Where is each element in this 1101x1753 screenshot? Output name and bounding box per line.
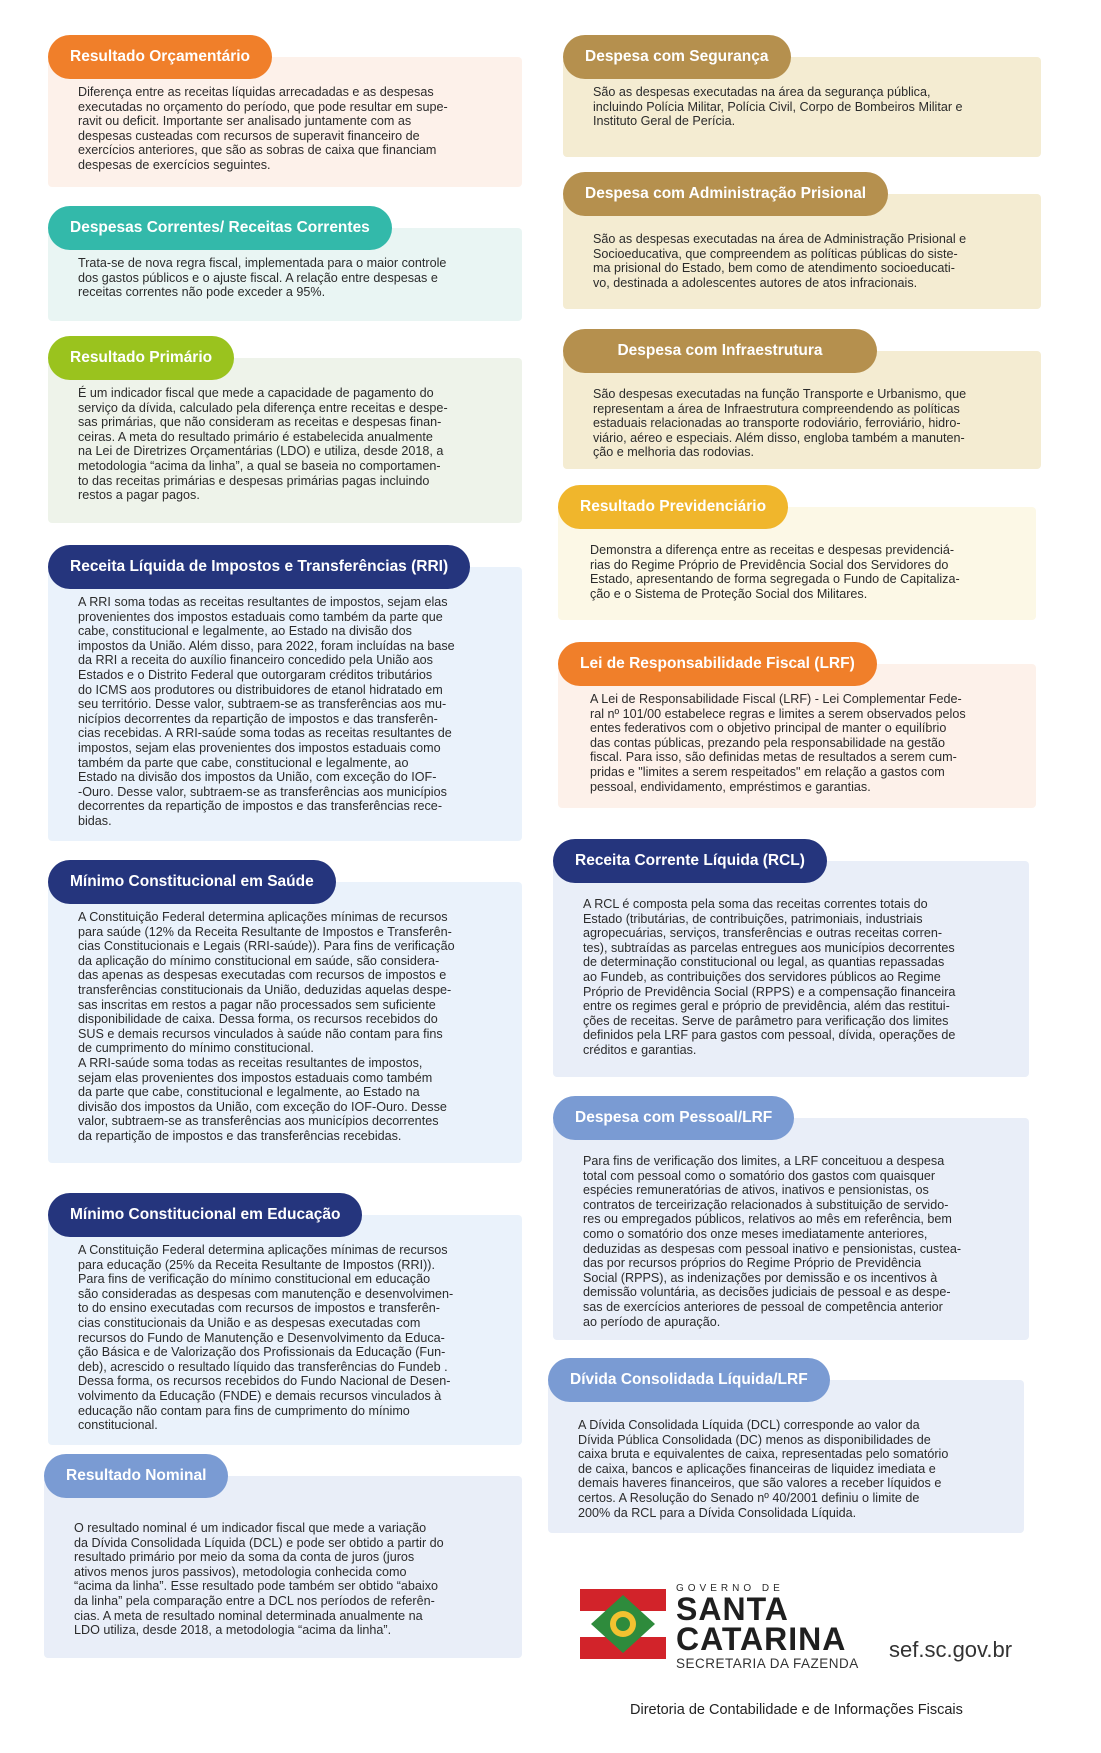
card-title: Resultado Orçamentário xyxy=(48,35,272,79)
card-text: O resultado nominal é um indicador fiscal que mede a variação da Dívida Consolidada Líquida (DCL) e pode ser obtido a partir do resultado primário por meio da soma da conta de juros (juros ativos menos juros passivos), metodologia conhecida como “acima da linha”. Esse resultado pode também ser obtido “abaixo da linha” pela comparação entre a DCL nos períodos de referên- cias. A meta de resultado nominal determinada anualmente na LDO utiliza, desde 2018, a metodologia “acima da linha”. xyxy=(44,1476,522,1658)
logo-line2: CATARINA xyxy=(676,1621,847,1657)
logo-block xyxy=(580,1583,860,1673)
card-title: Despesa com Segurança xyxy=(563,35,791,79)
logo-line1: SANTA xyxy=(676,1591,789,1627)
card-text: Trata-se de nova regra fiscal, implementada para o maior controle dos gastos públicos e o ajuste fiscal. A relação entre despesas e receitas correntes não pode exceder a 95%. xyxy=(48,228,522,321)
card-text: É um indicador fiscal que mede a capacidade de pagamento do serviço da dívida, calculado pela diferença entre receitas e despe- sas primárias, que não consideram as receitas e despesas finan- ceiras. A meta do resultado primário é estabelecida anualmente na Lei de Diretrizes Orçamentárias (LDO) e utiliza, desde 2018, a metodologia “acima da linha”, a qual se baseia no comportamen- to das receitas primárias e despesas primárias pagas incluindo restos a pagar pagos. xyxy=(48,358,522,523)
card-text: São as despesas executadas na área da segurança pública, incluindo Polícia Militar, Polícia Civil, Corpo de Bombeiros Militar e Instituto Geral de Perícia. xyxy=(563,57,1041,157)
state-flag-icon xyxy=(580,1589,666,1659)
card-text: São despesas executadas na função Transporte e Urbanismo, que representam a área de Infraestrutura compreendendo as políticas estaduais relacionadas ao transporte rodoviário, ferroviário, hidro- viário, aéreo e especiais. Além disso, engloba também a manuten- ção e melhoria das rodovias. xyxy=(563,351,1041,469)
card-title: Receita Líquida de Impostos e Transferências (RRI) xyxy=(48,545,470,589)
card-text: São as despesas executadas na área de Administração Prisional e Socioeducativa, que compreendem as políticas públicas do siste- ma prisional do Estado, bem como de atendimento socioeducati- vo, destinada a adolescentes autores de atos infracionais. xyxy=(563,194,1041,309)
card-title: Resultado Primário xyxy=(48,336,234,380)
card-title: Mínimo Constitucional em Educação xyxy=(48,1193,362,1237)
card-text: A Constituição Federal determina aplicações mínimas de recursos para educação (25% da Receita Resultante de Impostos (RRI)). Para fins de verificação do mínimo constitucional em educação são consideradas as despesas com manutenção e desenvolvimen- to do ensino executadas com recursos de impostos e transferên- cias constitucionais da União e as despesas executadas com recursos do Fundo de Manutenção e Desenvolvimento da Educa- ção Básica e de Valorização dos Profissionais da Educação (Fun- deb), acrescido o resultado líquido das transferências do Fundeb . Dessa forma, os recursos recebidos do Fundo Nacional de Desen- volvimento da Educação (FNDE) e demais recursos vinculados à educação não contam para fins de cumprimento do mínimo constitucional. xyxy=(48,1215,522,1445)
card-title: Dívida Consolidada Líquida/LRF xyxy=(548,1358,830,1402)
website-link[interactable]: sef.sc.gov.br xyxy=(889,1637,1013,1662)
card-text: A Dívida Consolidada Líquida (DCL) corresponde ao valor da Dívida Pública Consolidada (DC) menos as disponibilidades de caixa bruta e equivalentes de caixa, representadas pelo somatório de caixa, bancos e aplicações financeiras de liquidez imediata e demais haveres financeiros, que são valores a receber líquidos e certos. A Resolução do Senado nº 40/2001 definiu o limite de 200% da RCL para a Dívida Consolidada Líquida. xyxy=(548,1380,1024,1533)
card-text: Diferença entre as receitas líquidas arrecadadas e as despesas executadas no orçamento do período, que pode resultar em supe- ravit ou deficit. Importante ser analisado juntamente com as despesas custeadas com recursos de superavit financeiro de exercícios anteriores, que são as sobras de caixa que financiam despesas de exercícios seguintes. xyxy=(48,57,522,187)
card-title: Despesa com Pessoal/LRF xyxy=(553,1096,794,1140)
logo-top-text: GOVERNO DE xyxy=(676,1583,784,1594)
card-title: Mínimo Constitucional em Saúde xyxy=(48,860,336,904)
card-text: Para fins de verificação dos limites, a LRF conceituou a despesa total com pessoal como o somatório dos gastos com quaisquer espécies remuneratórias de ativos, inativos e pensionistas, os contratos de terceirização relacionados à substituição de servido- res ou empregados públicos, relativos ao mês em referência, bem como o somatório dos onze meses imediatamente anteriores, deduzidas as despesas com pessoal inativo e pensionistas, custea- das por recursos próprios do Regime Próprio de Previdência Social (RPPS), as indenizações por demissão e os incentivos à demissão voluntária, as decisões judiciais de pessoal e as despe- sas de exercícios anteriores de pessoal de competência anterior ao período de apuração. xyxy=(553,1118,1029,1340)
department-name: Diretoria de Contabilidade e de Informações Fiscais xyxy=(630,1702,963,1718)
card-title: Despesa com Administração Prisional xyxy=(563,172,888,216)
card-text: A RCL é composta pela soma das receitas correntes totais do Estado (tributárias, de contribuições, patrimoniais, industriais agropecuárias, serviços, transferências e outras receitas corren- tes), subtraídas as parcelas entregues aos municípios decorrentes de determinação constitucional ou legal, as quantias repassadas ao Fundeb, as contribuições dos servidores públicos ao Regime Próprio de Previdência Social (RPPS) e a compensação financeira entre os regimes geral e próprio de previdência, além das restitui- ções de receitas. Serve de parâmetro para verificação dos limites definidos pela LRF para gastos com pessoal, dívida, operações de créditos e garantias. xyxy=(553,861,1029,1077)
card-title: Despesas Correntes/ Receitas Correntes xyxy=(48,206,392,250)
card-title: Lei de Responsabilidade Fiscal (LRF) xyxy=(558,642,877,686)
card-title: Despesa com Infraestrutura xyxy=(563,329,877,373)
card-title: Resultado Previdenciário xyxy=(558,485,788,529)
card-title: Receita Corrente Líquida (RCL) xyxy=(553,839,827,883)
logo-subtitle: SECRETARIA DA FAZENDA xyxy=(676,1656,859,1671)
card-text: Demonstra a diferença entre as receitas e despesas previdenciá- rias do Regime Próprio de Previdência Social dos Servidores do Estado, apresentando de forma segregada o Fundo de Capitaliza- ção e o Sistema de Proteção Social dos Militares. xyxy=(558,507,1036,620)
card-text: A RRI soma todas as receitas resultantes de impostos, sejam elas provenientes dos impostos estaduais como também da parte que cabe, constitucional e legalmente, ao Estado na divisão dos impostos da União. Além disso, para 2022, foram incluídas na base da RRI a receita do auxílio financeiro concedido pela União aos Estados e o Distrito Federal que outorgaram créditos tributários do ICMS aos produtores ou distribuidores de etanol hidratado em seu território. Desse valor, subtraem-se as transferências aos mu- nicípios decorrentes da repartição de impostos e das transferên- cias recebidas. A RRI-saúde soma todas as receitas resultantes de impostos, sejam elas provenientes dos impostos estaduais como também da parte que cabe, constitucional e legalmente, ao Estado na divisão dos impostos da União, com exceção do IOF- -Ouro. Desse valor, subtraem-se as transferências aos municípios decorrentes da repartição de impostos e das transferências rece- bidas. xyxy=(48,567,522,841)
card-title: Resultado Nominal xyxy=(44,1454,228,1498)
card-text: A Constituição Federal determina aplicações mínimas de recursos para saúde (12% da Receita Resultante de Impostos e Transferên- cias Constitucionais e Legais (RRI-saúde)). Para fins de verificação da aplicação do mínimo constitucional em saúde, são considera- das apenas as despesas executadas com recursos de impostos e transferências constitucionais da União, deduzidas aquelas despe- sas inscritas em restos a pagar não processados sem suficiente disponibilidade de caixa. Dessa forma, os recursos recebidos do SUS e demais recursos vinculados à saúde não contam para fins de cumprimento do mínimo constitucional. A RRI-saúde soma todas as receitas resultantes de impostos, sejam elas provenientes dos impostos estaduais como também da parte que cabe, constitucional e legalmente, ao Estado na divisão dos impostos da União, com exceção do IOF-Ouro. Desse valor, subtraem-se as transferências aos municípios decorrentes da repartição de impostos e das transferências recebidas. xyxy=(48,882,522,1163)
card-text: A Lei de Responsabilidade Fiscal (LRF) - Lei Complementar Fede- ral nº 101/00 estabelece regras e limites a serem observados pelos entes federativos com o objetivo principal de manter o equilíbrio das contas públicas, prezando pela responsabilidade na gestão fiscal. Para isso, são definidas metas de resultados a serem cum- pridas e "limites a serem respeitados" em relação a gastos com pessoal, endividamento, empréstimos e garantias. xyxy=(558,664,1036,808)
